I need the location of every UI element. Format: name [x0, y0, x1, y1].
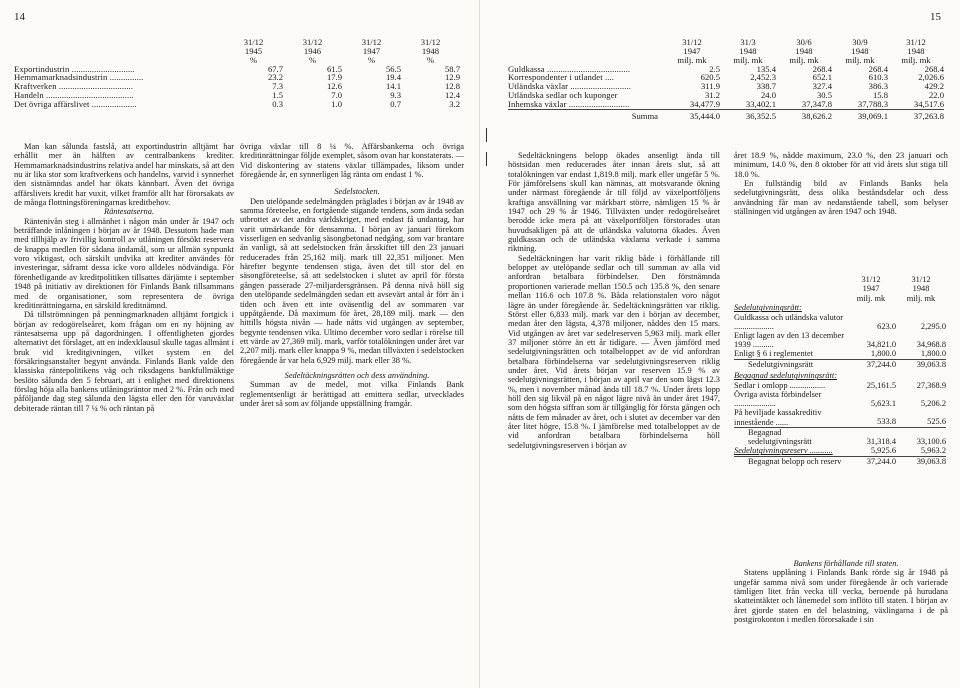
table-row: Guldkassa och utländska valutor ................... 623.0 2,295.0	[734, 312, 946, 331]
paragraph: året 18.9 %, nådde maximum, 23.0 %, den 23 januari och minimum, 14.0 %, den 8 oktober för att vid årets slut stiga till 18.0 %.	[734, 151, 948, 179]
right-text-column-2-lower	[734, 559, 948, 624]
page-number-left: 14	[14, 11, 25, 23]
table-row: Kraftverken ................................. 7.3 12.6 14.1 12.8	[14, 81, 460, 92]
col-head-1946: 31/12 1946 %	[302, 37, 323, 65]
table-row: Det övriga affärslivet .................... 0.3 1.0 0.7 3.2	[14, 98, 460, 109]
table-row: Övriga avista förbindelser .................... 5,623.1 5,206.2	[734, 390, 946, 409]
table-row: Exportindustrin ............................ 67.7 61.5 56.5 58.7	[14, 63, 460, 74]
section-heading-notes: Sedelstocken.	[334, 187, 380, 197]
table-total-row: Begagnat belopp och reserv 37,244.0 39,063.8	[748, 456, 946, 466]
paragraph: Summan av de medel, mot vilka Finlands Bank reglementsenligt är berättigad att emittera sedlar, utvecklades under året så som av följande uppställning framgår.	[240, 380, 464, 408]
section-heading-rates: Räntesatserna.	[103, 207, 154, 217]
col-head-31-12-1947: 31/12 1947 milj. mk	[677, 37, 707, 65]
col-head-30-9-1948: 30/9 1948 milj. mk	[845, 37, 875, 65]
section-title: Sedelutgivningsrätt:	[734, 303, 802, 313]
paragraph: Då tillströmningen på penningmarknaden alltjämt fortgick i början av redogörelseåret, kom frågan om en ny höjning av räntesatserna upp på dagordningen. I offentligheten gjordes alternativt det förslaget, att en indexklausul skulle tagas allmänt i bruk vid kreditgivningen, vilket system en del försäkringsanstalter begynt använda. Finlands Bank valde den klassiska räntepolitikens väg och riksdagens bankfullmäktige beslöto sålunda den 5 februari, att i enlighet med direktionens förslag höja alla bankens utlåningsräntor med 2 %. Från och med påföljande dag steg sålunda den lägsta eller den för varuväxlar debiterade räntan till 7 ¼ % och räntan på	[14, 310, 234, 413]
paragraph: Sedeltäckningens belopp ökades ansenligt ända till höstsidan men reducerades åter innan årets slut, så att totalökningen var endast 1,819.8 milj. mark eller ungefär 5 %. För jämförelsens skull kan nämnas, att motsvarande ökning under närmast föregående år till följd av växelportföljens kraftiga ansvällning var märkbart större, nämligen 15 % år 1947 och 29 % år 1946. Tillväxten under redogörelseåret berodde icke mera på att växelportföljen förstorades utan huvudsakligen på att de utländska valutorna ökades. Även guldkassan och de utländska växlarna verkade i samma riktning.	[508, 151, 720, 254]
left-text-column-1	[14, 142, 234, 413]
paragraph: Sedeltäckningen har varit riklig både i förhållande till beloppet av utelöpande sedlar och till summan av alla vid anfordran betalbara förbindelser. Den förstnämnda proportionen varierade mellan 150.5 och 135.8 %, den senare mellan 116.6 och 107.8 %. Båda relationstalen voro något lägre än under föregående år. Sedeltäckningsrätten var riklig. Störst eller 6,833 milj. mark var den i början av december, medan åter den lägsta, 4,378 miljoner, nåddes den 15 mars. Vid utgången av året var sedelreserven 5,963 milj. mark eller 37 miljoner större än ett år tidigare. — Även jämförd med sedelutgivningsrätten och totalbeloppet av de vid anfordran betalbara förbindelserna var sedelutgivningsreserven riklig under året. Vid årets början var reserven 15.9 % av sedelutgivningsrätten, i början av april var den som lägst 12.3 %, men i november månad ända till 18.7 %. Under årets lopp höll den sig likväl på en något lägre nivå än under året 1947, som den högsta siffran som är tillgänglig för första gången och nåtts de fem månader av året, och i slutet av december var den åter litet högre, 15.8 %. I jämförelse med totalbeloppet av de vid anfordran betalbara förbindelserna höll sedelutgivningsreserven i början av	[508, 253, 720, 450]
paragraph: Räntenivån steg i allmänhet i någon mån under år 1947 och beträffande inlåningen i början av år 1948. Dessutom hade man med tillhjälp av frivillig kontroll av utlåningen försökt reservera de knappa medlen för sådana ändamål, som ur allmän synpunkt voro viktigast, och särskilt undvika att krediter användes för investeringar, såframt dessa icke voro alldeles nödvändiga. För förenhetligande av kreditpolitiken tillsattes därjämte i september 1948 på initiativ av direktionen för Finlands Bank tillsammans med de organisationer, som representera de övriga kreditinrättningarna, en särskild kreditnämnd.	[14, 216, 234, 310]
section-heading-state: Bankens förhållande till staten.	[793, 559, 899, 568]
right-text-column-1	[508, 151, 720, 450]
col-head-30-6-1948: 30/6 1948 milj. mk	[789, 37, 819, 65]
margin-mark	[486, 128, 487, 142]
paragraph: Den utelöpande sedelmängden präglades i början av år 1948 av samma företeelse, en fortgående stigande tendens, som ända sedan utbrottet av det andra världskriget, med endast få undantag, har varit utmärkande för densamma. I början av januari förekom visserligen en sedvanlig säsongbetonad nedgång, som var brantare än vanligt, så att sedelstocken från årsskiftet till den 23 januari reducerades från 25,162 milj. mark till 22,351 miljoner. Men härefter begynte tendensen stiga, även det till stor del en säsongföreteelse, så att sedelstocken i slutet av april för första gången passerade 27-miljardersgränsen. På denna nivå höll sig den utelöpande sedelmängden sedan ett avsevärt antal år förr än i tiden och även ett inte oväsentlig del av sommaren var uppåtgående. Då maximum för året, 28,189 milj. mark — den hittills högsta nivån — hade nåtts vid utgången av september, begynte tendensen vika. Ultimo december voro sedlar i rörelse till ett värde av 27,369 milj. mark, varför totalökningen under året var 2,207 milj. mark eller knappa 9 %, medan tillväxten i sedelstocken föregående år var hela 6,929 milj. mark eller 38 %.	[240, 196, 464, 365]
table-row: Sedelutgivningsreserv ........... 5,925.6 5,963.2	[734, 446, 946, 456]
col-head-31-12-1948: 31/12 1948 milj. mk	[901, 37, 931, 65]
section-heading-note-rights: Sedeltäckningsrätten och dess användning.	[284, 370, 430, 380]
table-row: Guldkassa ..................................... 2.5 135.4 268.4 268.4 268.4	[508, 63, 944, 74]
note-rights-table: 31/12 1947 milj. mk 31/12 1948 milj. mk Sedelutgivningsrätt: Guldkassa och utländska valutor ................... 623.0 2,295.0 Enligt lagen av den 13 december 1939 .......... 34,821.0 34,968.8 Enligt § 6 i reglementet 1,800.0 1,800.0 Sedelutgivningsrätt 37,244.0 39,063.8 Begagnad sedelutgivningsrätt: Sedlar i omlopp ................. 25,161.5 27,368.9 Övriga avista förbindelser .................... 5,623.1 5,206.2 På beviljade kassakreditiv innestående ...... 533.8 525.6 Begagnad sedelutgivningsrätt 31,318.4 33,100.6 Sedelutgivningsreserv ........... 5,925.6 5,963.2 Begagnat belopp och reserv 37,244.0 39,063.8	[734, 275, 946, 466]
col-head-31-3-1948: 31/3 1948 milj. mk	[733, 37, 763, 65]
table-row: Utländska sedlar och kuponger 31.2 24.0 30.5 15.8 22.0	[508, 90, 944, 101]
section-title: Begagnad sedelutgivningsrätt:	[734, 371, 838, 381]
margin-mark	[486, 152, 487, 166]
paragraph: En fullständig bild av Finlands Banks hela sedelutgivningsrätt, dess olika beståndsdelar och dess användning får man av nedanstående tabell, som belyser ställningen vid utgången av åren 1947 och 1948.	[734, 179, 948, 217]
table-row: Enligt lagen av den 13 december 1939 .......... 34,821.0 34,968.8	[734, 331, 946, 350]
col-head-1947: 31/12 1947 %	[361, 37, 382, 65]
industry-share-table	[14, 38, 464, 109]
table-sum-row: Summa 35,444.0 36,352.5 38,626.2 39,069.1 37,263.8	[631, 110, 944, 121]
holdings-table	[508, 38, 948, 121]
page-gutter	[479, 0, 480, 688]
col-head-1948: 31/12 1948 %	[420, 37, 441, 65]
table-row: Utländska växlar ........................... 311.9 338.7 327.4 386.3 429.2	[508, 81, 944, 92]
right-text-column-2	[734, 151, 948, 216]
col-head-1945: 31/12 1945 %	[243, 37, 264, 65]
paragraph: Statens upplåning i Finlands Bank rörde sig år 1948 på ungefär samma nivå som under föregående år och varierade tämligen litet från vecka till vecka, beroende på hurudana skatteintäkter och lånemedel som inflöto till staten. I början av året gjorde staten en del belastning, växlingarna i de på postgirokonton i medlen förorsakade i sin	[734, 568, 948, 625]
page-number-right: 15	[930, 11, 941, 23]
table-row: Handeln ....................................... 1.5 7.0 9.3 12.4	[14, 90, 460, 101]
table-total-row: Begagnad sedelutgivningsrätt 31,318.4 33,100.6	[748, 427, 946, 447]
table-row: Inhemska växlar ........................... 34,477.9 33,402.1 37,347.8 37,788.3 34,517.6	[508, 98, 944, 109]
table-row: Sedlar i omlopp ................. 25,161.5 27,368.9	[734, 380, 946, 390]
table-row: Hemmamarknadsindustrin ............... 23.2 17.9 19.4 12.9	[14, 72, 460, 83]
table-total-row: Sedelutgivningsrätt 37,244.0 39,063.8	[748, 359, 946, 369]
table-row: Korrespondenter i utlandet .... 620.5 2,452.3 652.1 610.3 2,026.6	[508, 72, 944, 83]
paragraph: övriga växlar till 8 ¼ %. Affärsbankerna och övriga kreditinrättningar följde exemplet, såsom ovan har konstaterats. — Vid diskontering av statens växlar tillämpades, liksom under föregående år, en synnerligen låg ränta om endast 1 %.	[240, 142, 464, 180]
left-text-column-2	[240, 142, 464, 408]
table-row: Enligt § 6 i reglementet 1,800.0 1,800.0	[734, 349, 946, 359]
table-row: På beviljade kassakreditiv innestående ...... 533.8 525.6	[734, 408, 946, 427]
paragraph: Man kan sålunda fastslå, att exportindustrin alltjämt har erhållit mer än hälften av centralbankens krediter. Hemmamarknadsindustrins relativa andel har minskats, så att den nu är lika stor som kraftverkens och handelns, varvid i synnerhet den sistnämndas andel har ökats kännbart. Även det övriga affärslivets kredit har vuxit, vilket framför allt har förorsakats av de många flottningsföreningarnas kreditbehov.	[14, 142, 235, 208]
